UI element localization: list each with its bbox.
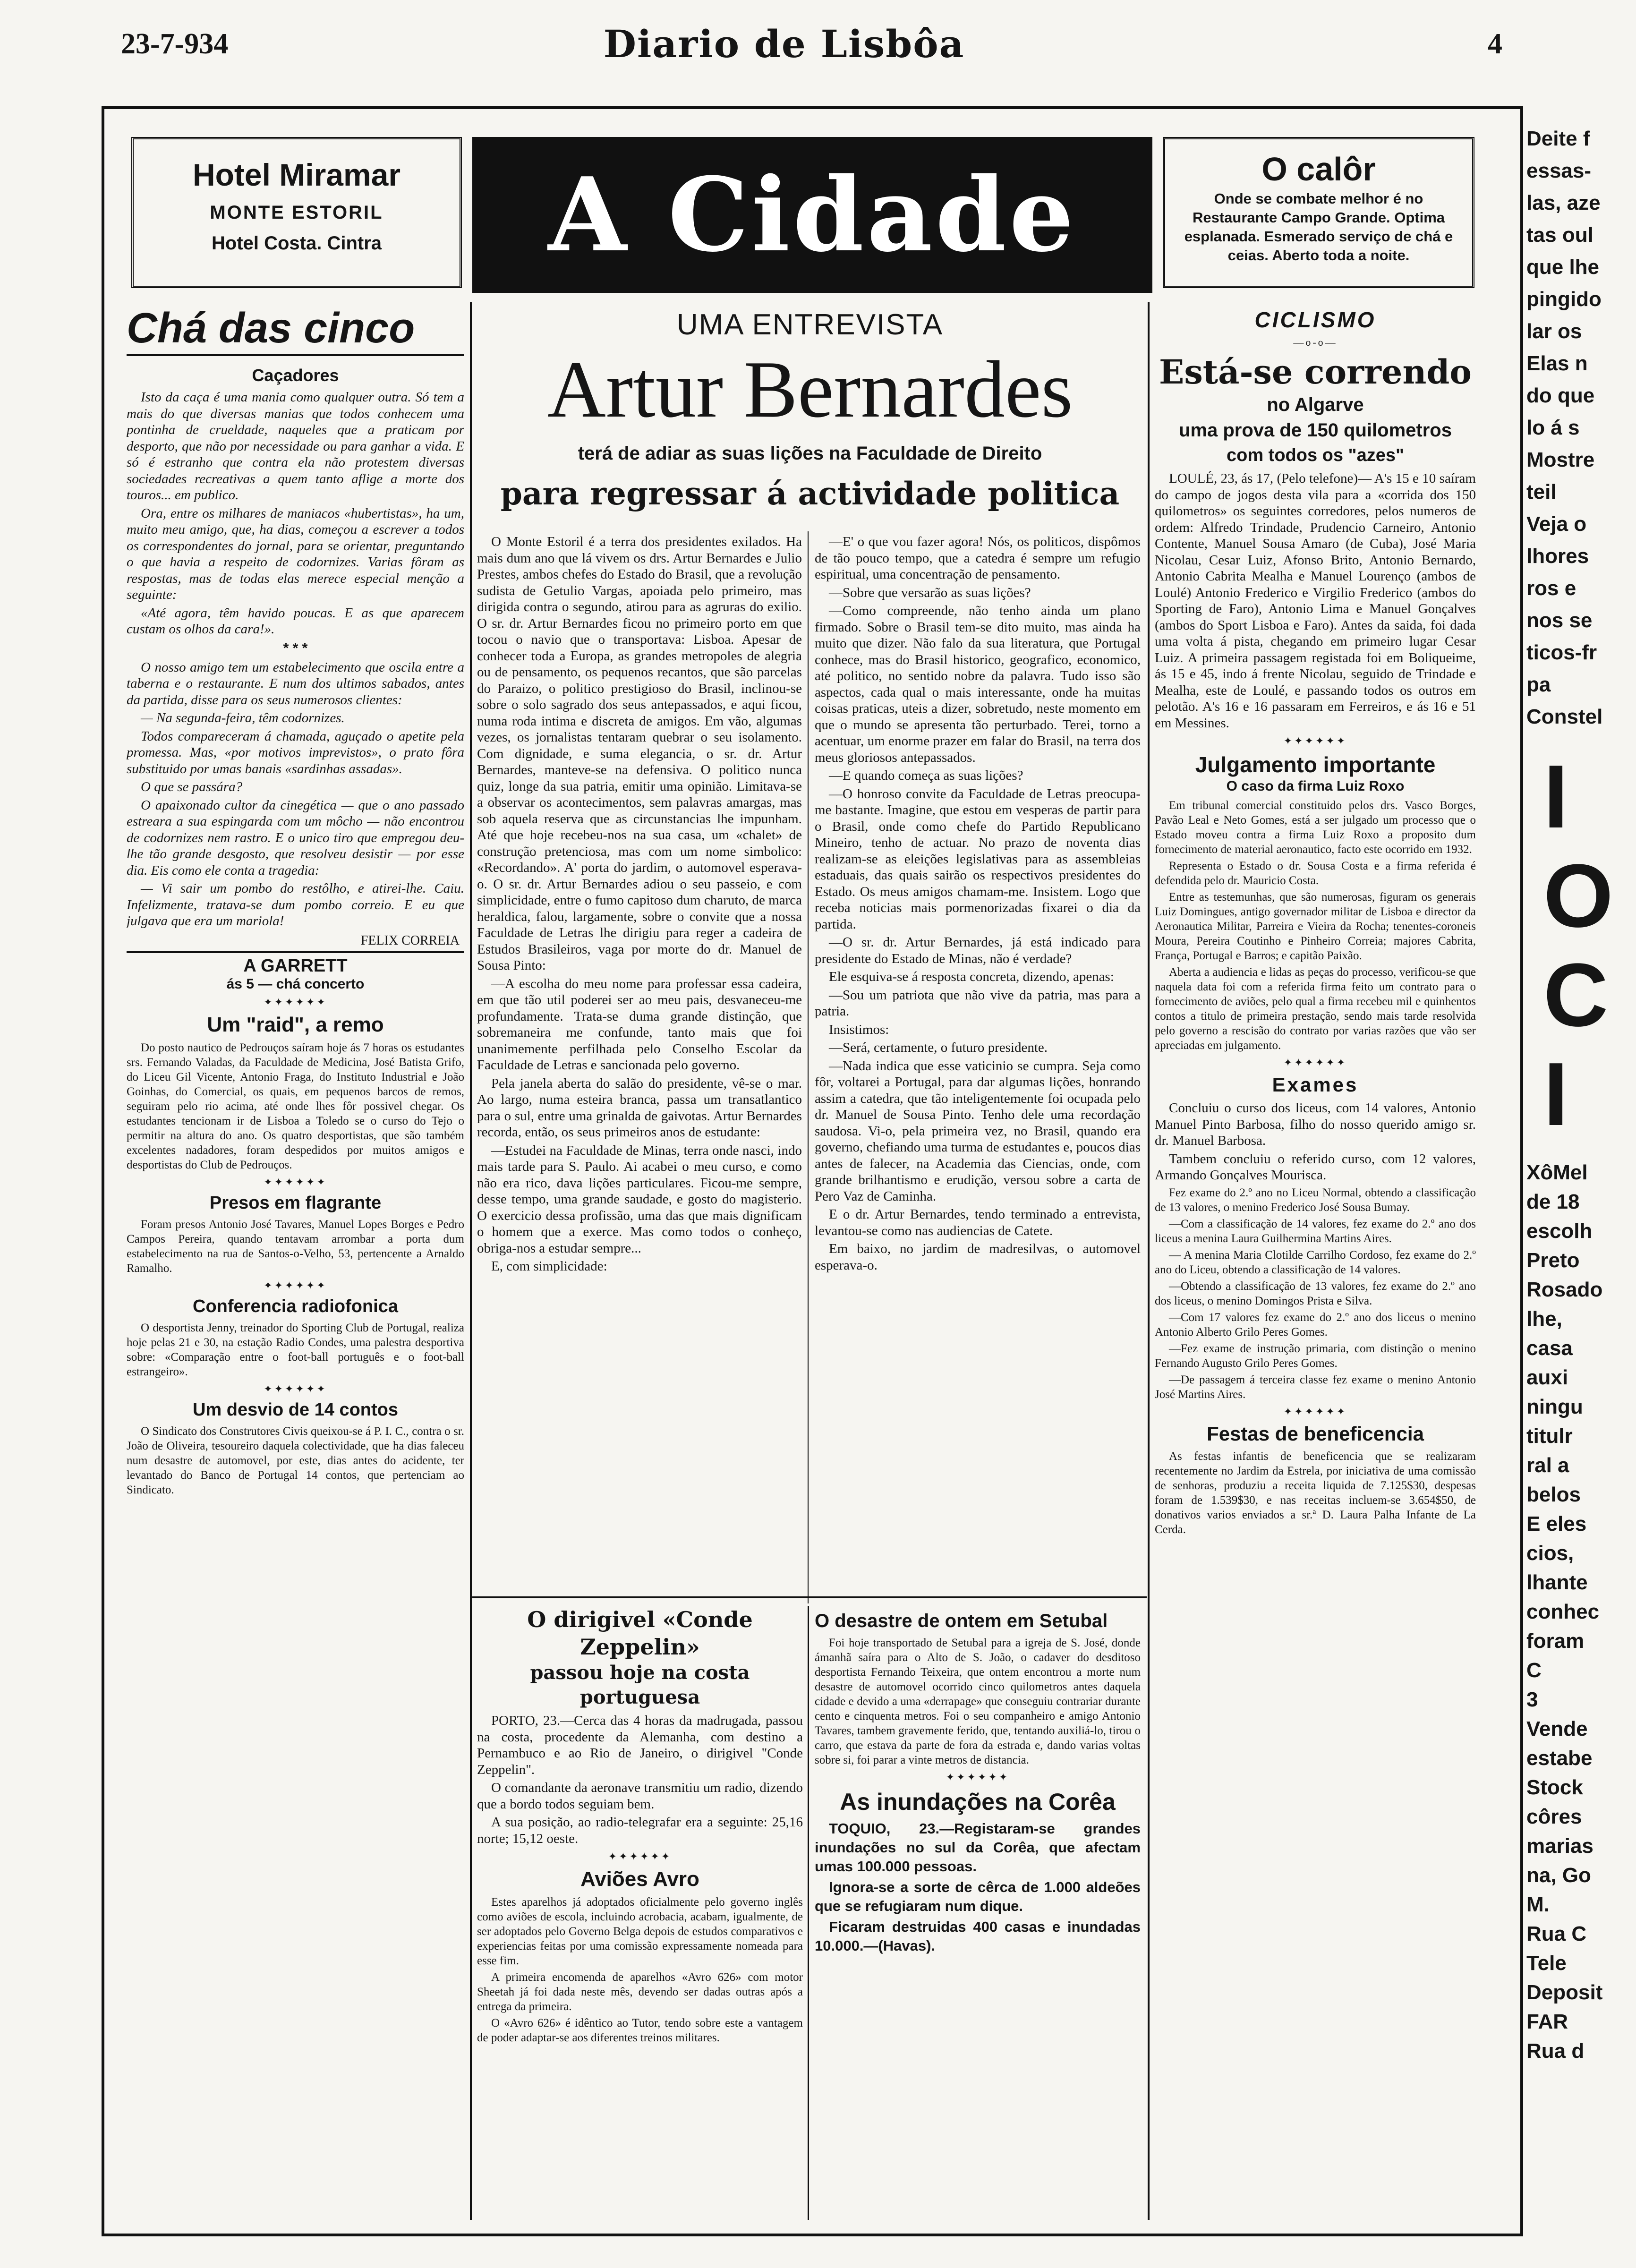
- calor-title: O calôr: [1261, 151, 1376, 188]
- paragraph: —Estudei na Faculdade de Minas, terra onde nasci, indo mais tarde para S. Paulo. Ai acabei o meu curso, e como não era rico, dava lições particulares. Ficou-me sempre, desse tempo, uma grande saudade, e gosto do magisterio. O exercicio dessa profissão, uma das que mais dignificam o homem que a exerce. Mas como todos o conheço, obriga-nos a estudar sempre...: [477, 1143, 802, 1256]
- edge-text-fragment: Rua d: [1526, 2039, 1585, 2063]
- paragraph: Pela janela aberta do salão do presidente, vê-se o mar. Ao largo, numa esteira branca, passa um transatlantico para o sul, entre uma grinalda de gaivotas. Artur Bernardes recorda, então, os seus primeiros anos de estudante:: [477, 1075, 802, 1140]
- paragraph: TOQUIO, 23.—Registaram-se grandes inundações no sul da Corêa, que afectam umas 100.000 pessoas.: [815, 1820, 1141, 1875]
- presos-text: Foram presos Antonio José Tavares, Manuel Lopes Borges e Pedro Campos Pereira, quando tentavam arrombar a porta dum estabelecimento na rua de Santos-o-Velho, 53, pertencente a Arnaldo Ramalho.: [127, 1218, 464, 1275]
- edge-text-fragment: nos se: [1526, 609, 1593, 632]
- edge-text-fragment: marias: [1526, 1834, 1593, 1858]
- garrett-title: A GARRETT: [243, 955, 348, 976]
- paragraph: O «Avro 626» é idêntico ao Tutor, tendo sobre este a vantagem de poder adaptar-se aos diferentes treinos militares.: [477, 2017, 803, 2044]
- edge-text-fragment: lo á s: [1526, 416, 1580, 439]
- cycling-deck2: com todos os "azes": [1226, 445, 1404, 465]
- paragraph: O apaixonado cultor da cinegética — que o ano passado estreara a sua espingarda com um môcho — não encontrou de codornizes nem rastro. E o unico tiro que empregou deu-lhe tão grande desgosto, que resolveu desistir — por esse dia. Eis como ele conta a tragedia:: [127, 797, 464, 878]
- paragraph: Concluiu o curso dos liceus, com 14 valores, Antonio Manuel Pinto Barbosa, filho do nosso querido amigo sr. dr. Manuel Barbosa.: [1155, 1100, 1476, 1148]
- paragraph: O comandante da aeronave transmitiu um radio, dizendo que a bordo todos seguiam bem.: [477, 1780, 803, 1812]
- paragraph: —E' o que vou fazer agora! Nós, os politicos, dispômos de tão pouco tempo, que a catedra é sempre um refugio espiritual, uma concentração de pensamento.: [815, 534, 1141, 582]
- edge-text-fragment: C: [1543, 945, 1609, 1045]
- paragraph: PORTO, 23.—Cerca das 4 horas da madrugada, passou na costa, procedente da Alemanha, com destino a Pernambuco e ao Rio de Janeiro, o dirigivel "Conde Zeppelin".: [477, 1713, 803, 1777]
- edge-text-fragment: do que: [1526, 384, 1595, 407]
- cycling-deck: uma prova de 150 quilometros: [1179, 420, 1452, 441]
- raid-title: Um "raid", a remo: [207, 1013, 384, 1036]
- separator: ✦✦✦✦✦✦: [1283, 1057, 1347, 1068]
- edge-text-fragment: de 18: [1526, 1190, 1580, 1213]
- exames-title: Exames: [1272, 1074, 1359, 1096]
- garrett-subtitle: ás 5 — chá concerto: [226, 976, 365, 992]
- cycling-rubric: CICLISMO: [1254, 307, 1376, 332]
- presos-title: Presos em flagrante: [209, 1193, 382, 1213]
- separator: ✦✦✦✦✦✦: [1283, 1405, 1347, 1417]
- edge-text-fragment: côres: [1526, 1805, 1582, 1828]
- masthead: Diario de Lisbôa: [603, 22, 965, 66]
- paragraph: —De passagem á terceira classe fez exame o menino Antonio José Martins Aires.: [1155, 1373, 1476, 1401]
- section-title: Caçadores: [252, 366, 339, 385]
- edge-text-fragment: ros e: [1526, 577, 1576, 600]
- edge-text-fragment: FAR: [1526, 2010, 1568, 2033]
- right-column: [1155, 307, 1476, 2215]
- interview-deck2: para regressar á actividade politica: [500, 475, 1120, 512]
- separator: ✦✦✦✦✦✦: [264, 1176, 327, 1188]
- zeppelin-title: O dirigivel «Conde Zeppelin»: [527, 1607, 753, 1660]
- setubal-text: Foi hoje transportado de Setubal para a igreja de S. José, donde ámanhã saíra para o Alto de S. João, o cadaver do desditoso desportista Fernando Teixeira, que ontem encontrou a morte num desastre de automovel ocorrido cinco quilometros antes daquela cidade e devido a uma «derrapage» que conseguiu contrariar durante cento e cinquenta metros. Foi o seu companheiro e amigo Antonio Tavares, tambem gravemente ferido, que, tentando auxiliá-lo, tirou o carro, que estava da parte de fora da estrada e, dando varias voltas sobre si, foi parar a vinte metros de distancia.: [815, 1637, 1141, 1766]
- edge-text-fragment: lhante: [1526, 1571, 1588, 1594]
- edge-text-fragment: ningu: [1526, 1395, 1583, 1418]
- edge-text-fragment: foram: [1526, 1629, 1585, 1653]
- separator: —o-o—: [1293, 336, 1338, 348]
- edge-text-fragment: ral a: [1526, 1454, 1569, 1477]
- edge-text-fragment: O: [1543, 846, 1613, 946]
- edge-text-fragment: Rua C: [1526, 1922, 1587, 1945]
- edge-text-fragment: cios,: [1526, 1542, 1574, 1565]
- paragraph: —Será, certamente, o futuro presidente.: [829, 1040, 1048, 1055]
- edge-text-fragment: Deposit: [1526, 1981, 1603, 2004]
- edge-text-fragment: Stock: [1526, 1776, 1583, 1799]
- cycling-headline2: no Algarve: [1267, 394, 1364, 415]
- paragraph: Em baixo, no jardim de madresilvas, o automovel esperava-o.: [815, 1241, 1141, 1273]
- edge-text-fragment: M.: [1526, 1893, 1550, 1916]
- paragraph: —O sr. dr. Artur Bernardes, já está indicado para presidente do Estado de Minas, não é verdade?: [815, 935, 1141, 966]
- calor-text: Onde se combate melhor é no Restaurante Campo Grande. Optima esplanada. Esmerado serviço de chá e ceias. Aberto toda a noite.: [1184, 190, 1453, 264]
- paragraph: Ignora-se a sorte de cêrca de 1.000 aldeões que se refugiaram num dique.: [815, 1879, 1141, 1914]
- separator: ✦✦✦✦✦✦: [1283, 735, 1347, 747]
- paragraph: —A escolha do meu nome para professar essa cadeira, em que tão util poderei ser ao meu pais, desvaneceu-me profundamente. Trata-se duma grande distinção, que sobremaneira me confunde, tanto mais que foi unanimemente perfilhada pelo Conselho Escolar da Faculdade de Letras e sancionada pelo governo.: [477, 976, 802, 1073]
- separator: ✦✦✦✦✦✦: [946, 1771, 1010, 1783]
- interview-column-2: [815, 534, 1141, 1592]
- edge-text-fragment: C: [1526, 1659, 1542, 1682]
- cidade-banner-text: A Cidade: [548, 155, 1077, 274]
- interview-kicker: UMA ENTREVISTA: [676, 308, 944, 341]
- edge-text-fragment: Mostre: [1526, 448, 1595, 471]
- interview-column-1: [477, 534, 802, 1592]
- edge-text-fragment: lhores: [1526, 545, 1589, 568]
- edge-text-fragment: I: [1543, 747, 1568, 847]
- paragraph: —Obtendo a classificação de 13 valores, fez exame do 2.º ano dos liceus, o menino Domingos Prista e Silva.: [1155, 1279, 1476, 1307]
- paragraph: —Sobre que versarão as suas lições?: [829, 585, 1031, 600]
- hotel-place: MONTE ESTORIL: [210, 202, 383, 223]
- edge-text-fragment: belos: [1526, 1483, 1581, 1506]
- stars: * * *: [283, 640, 308, 656]
- cidade-banner: [472, 137, 1152, 293]
- paragraph: A sua posição, ao radio-telegrafar era a seguinte: 25,16 norte; 15,12 oeste.: [477, 1815, 803, 1846]
- separator: ✦✦✦✦✦✦: [264, 1382, 327, 1395]
- edge-text-fragment: Veja o: [1526, 512, 1587, 536]
- rule-center-mid: [472, 1596, 1147, 1598]
- edge-text-fragment: teil: [1526, 480, 1557, 503]
- avro-title: Aviões Avro: [580, 1867, 699, 1891]
- paragraph: Ficaram destruidas 400 casas e inundadas 10.000.—(Havas).: [815, 1918, 1141, 1954]
- julgamento-title: Julgamento importante: [1195, 752, 1436, 777]
- julgamento-subtitle: O caso da firma Luiz Roxo: [1226, 778, 1405, 794]
- edge-text-fragment: titulr: [1526, 1424, 1573, 1448]
- calor-ad: [1163, 137, 1474, 288]
- edge-text-fragment: que lhe: [1526, 256, 1600, 279]
- interview-headline: Artur Bernardes: [547, 345, 1073, 435]
- paragraph: — Vi sair um pombo do restôlho, e atirei-lhe. Caiu. Infelizmente, tratava-se dum pombo correio. E eu que julgava que era um mariola!: [127, 881, 464, 929]
- edge-big-letters: [1525, 747, 1636, 1144]
- adjacent-page-edge: [1525, 123, 1636, 2229]
- paragraph: Entre as testemunhas, que são numerosas, figuram os generais Luiz Domingues, antigo governador militar de Lisboa e director da Aeronautica Militar, Parreira e Vieira da Rocha; tenentes-coroneis Moura, Pereira Coutinho e Pinheiro Correia; majores Cabrita, França, Portugal e Barros; e capitão Paixão.: [1155, 891, 1476, 962]
- edge-text-fragment: tas oul: [1526, 223, 1593, 247]
- page-number: 4: [1488, 28, 1502, 60]
- edge-text-fragment: ticos-fr: [1526, 641, 1597, 664]
- desvio-text: O Sindicato dos Construtores Civis queixou-se á P. I. C., contra o sr. João de Oliveira, tesoureiro daquela colectividade, que ha dias faleceu num desastre de automovel, por este, dias antes do acidente, ter levantado do Banco de Portugal 14 contos, que pertenciam ao Sindicato.: [127, 1424, 464, 1496]
- conferencia-text: O desportista Jenny, treinador do Sporting Club de Portugal, realiza hoje pelas 21 e 30, na estação Radio Condes, uma palestra desportiva sobre: «Comparação entre o foot-ball português e o foot-ball estrangeiro».: [127, 1321, 464, 1378]
- edge-text-fragment: 3: [1526, 1688, 1538, 1711]
- edge-text-fragment: lar os: [1526, 320, 1582, 343]
- paragraph: E, com simplicidade:: [491, 1259, 607, 1274]
- edge-text-fragment: I: [1543, 1044, 1568, 1144]
- paragraph: —Com 17 valores fez exame do 2.º ano dos liceus o menino Antonio Alberto Grilo Peres Gomes.: [1155, 1311, 1476, 1339]
- column-title: Chá das cinco: [127, 302, 464, 356]
- hotel-name: Hotel Miramar: [192, 157, 401, 192]
- edge-text-fragment: Constel: [1526, 705, 1603, 728]
- garrett-ad: [127, 951, 464, 992]
- paragraph: — A menina Maria Clotilde Carrilho Cordoso, fez exame do 2.º ano do Liceu, obtendo a classificação de 14 valores.: [1155, 1248, 1476, 1276]
- paragraph: Aberta a audiencia e lidas as peças do processo, verificou-se que naquela data foi com a referida firma feito um contrato para o fornecimento de aviões, pelo qual a firma recebeu mil e quinhentos contos a titulo de primeira prestação, sendo mais tarde resolvida pelo governo a rescisão do contrato por varias razões que vão ser apreciadas em julgamento.: [1155, 966, 1476, 1052]
- setubal-title: O desastre de ontem em Setubal: [815, 1611, 1108, 1631]
- separator: ✦✦✦✦✦✦: [264, 996, 327, 1008]
- paragraph: —Sou um patriota que não vive da patria, mas para a patria.: [815, 987, 1141, 1019]
- conferencia-title: Conferencia radiofonica: [193, 1296, 398, 1316]
- raid-text: Do posto nautico de Pedrouços saíram hoje ás 7 horas os estudantes srs. Fernando Valadas, da Faculdade de Medicina, José Batista Grifo, do Liceu Gil Vicente, Antonio Fraga, do Instituto Industrial e João Goinhas, do Comercial, os quais, em pequenos barcos de remos, seguiram pelo rio acima, até onde lhes fôr possivel chegar. Os estudantes tencionam ir de Lisboa a Toledo se o curso do Tejo o permitir na altura do ano. Os quatro desportistas, que são também excelentes nadadores, foram despedidos por muitos amigos e desportistas do Club de Pedrouços.: [127, 1041, 464, 1171]
- page-date: 23-7-934: [121, 28, 229, 60]
- zeppelin-subtitle: passou hoje na costa portuguesa: [530, 1662, 750, 1708]
- edge-text-fragment: escolh: [1526, 1219, 1593, 1243]
- edge-text-fragment: las, aze: [1526, 191, 1601, 214]
- edge-text-fragment: Elas n: [1526, 352, 1588, 375]
- edge-text-fragment: Vende: [1526, 1717, 1588, 1740]
- paragraph: —Com a classificação de 14 valores, fez exame do 2.º ano dos liceus a menina Laura Guilhermina Martins Aires.: [1155, 1217, 1476, 1245]
- cycling-text: LOULÉ, 23, ás 17, (Pelo telefone)— A's 15 e 10 saíram do campo de jogos desta vila para a «corrida dos 150 quilometros» os seguintes corredores, pelos numeros de ordem: Alfredo Trindade, Prudencio Carneiro, Antonio Contente, Manuel Sousa Amaro (de Cuba), José Maria Nicolau, Cesar Luiz, Afonso Brito, Antonio Bernardo, Antonio Cabrita Mealha e Manuel Lourenço (ambos de Loulé) Antonio Frederico e Virgilio Frederico (ambos do Sporting de Faro), Antonio Lima e Manuel Gonçalves (ambos do Sport Lisboa e Faro). Antes da saida, foi dada uma volta á pista, chegando em primeiro lugar Cesar Luiz. A primeira passagem registada foi em Boliqueime, ás 15 e 45, indo á frente Nicolau, seguido de Trindade e Mealha, este de Loulé, e passando todos os outros em pelotão. A's 16 e 16 passaram em Ferreiros, e ás 16 e 51 em Messines.: [1155, 471, 1476, 731]
- paragraph: A primeira encomenda de aparelhos «Avro 626» com motor Sheetah já foi dada neste mês, devendo ser dadas outras após a entrega da primeira.: [477, 1971, 803, 2013]
- edge-text-fragment: E eles: [1526, 1512, 1587, 1535]
- paragraph: —Nada indica que esse vaticinio se cumpra. Seja como fôr, voltarei a Portugal, para dar algumas lições, honrando assim a catedra, que tão inteligentemente foi ocupada pelo dr. Manuel de Sousa Pinto. Tenho dele uma recordação saudosa. Vi-o, pela primeira vez, no Brasil, quando era governo, chefiando uma turma de estudantes e, poucos dias antes de falecer, na Academia das Ciencias, onde, com grande brilhantismo e erudição, versou sobre a carta de Pero Vaz de Caminha.: [815, 1058, 1141, 1204]
- paragraph: —Fez exame de instrução primaria, com distinção o menino Fernando Augusto Grilo Peres Gomes.: [1155, 1342, 1476, 1370]
- edge-text-fragment: lhe,: [1526, 1307, 1562, 1330]
- zeppelin-article: [477, 1606, 803, 2215]
- paragraph: Isto da caça é uma mania como qualquer outra. Só tem a mais do que diversas manias que todos conhecem uma pontinha de crueldade, naqueles que a praticam por desporto, que não por necessidade ou para ganhar a vida. E só é estranho que contra ela não protestem diversas sociedades recreativas a quem tanto aflige a morte dos touros... em publico.: [127, 390, 464, 503]
- paragraph: —Como compreende, não tenho ainda um plano firmado. Sobre o Brasil tem-se dito muito, mas ainda ha muito que dizer. Não falo da sua literatura, que Portugal conhece, mas do Brasil historico, geografico, economico, até politico, no sentido nobre da palavra. Tudo isso são aspectos, cada qual o mais interessante, onde ha muitas coisas praticas, uteis a dizer, sobretudo, neste momento em que o mundo se apresenta tão perturbado. Terei, torno a acentuar, um enorme prazer em falar do Brasil, na terra dos meus gloriosos antepassados.: [815, 603, 1141, 765]
- edge-text-fragment: Deite f: [1526, 127, 1590, 150]
- paragraph: Ora, entre os milhares de maniacos «hubertistas», ha um, muito meu amigo, que, ha dias, começou a escrever a todos os correspondentes do jornal, para se orientar, preguntando o que havia a respeito de codornizes. Varias fôram as respostas, mas de todas elas merece especial menção a seguinte:: [127, 505, 464, 602]
- paragraph: — Na segunda-feira, têm codornizes.: [141, 710, 345, 725]
- rule-left: [470, 302, 472, 2220]
- paragraph: Em tribunal comercial constituido pelos drs. Vasco Borges, Pavão Leal e Neto Gomes, está a ser julgado um processo que o Estado moveu contra a firma Luiz Roxo a proposito dum fornecimento de material aeronautico, facto este ocorrido em 1932.: [1155, 799, 1476, 856]
- separator: ✦✦✦✦✦✦: [264, 1279, 327, 1291]
- paragraph: Ele esquiva-se á resposta concreta, dizendo, apenas:: [829, 969, 1114, 984]
- interview-deck: terá de adiar as suas lições na Faculdade de Direito: [578, 443, 1042, 464]
- rule-center: [808, 531, 809, 1603]
- edge-text-fragment: na, Go: [1526, 1864, 1591, 1887]
- edge-text-fragment: casa: [1526, 1337, 1573, 1360]
- paragraph: Todos compareceram á chamada, aguçado o apetite pela promessa. Mas, «por motivos imprevistos», o prato fôra substituido por umas banais «sardinhas assadas».: [127, 728, 464, 776]
- desvio-title: Um desvio de 14 contos: [192, 1399, 398, 1420]
- hotel-ad: [131, 137, 462, 288]
- rule-right: [1148, 302, 1150, 2220]
- signature: FELIX CORREIA: [360, 933, 460, 948]
- paragraph: Tambem concluiu o referido curso, com 12 valores, Armando Gonçalves Mourisca.: [1155, 1151, 1476, 1183]
- festas-title: Festas de beneficencia: [1207, 1422, 1424, 1445]
- setubal-article: [815, 1606, 1141, 2215]
- edge-text-fragment: pingido: [1526, 288, 1602, 311]
- paragraph: O que se passára?: [141, 779, 243, 794]
- cycling-headline: Está-se correndo: [1159, 352, 1472, 392]
- edge-text-block: [1525, 1158, 1636, 2066]
- hotel-owner: Hotel Costa. Cintra: [211, 233, 382, 254]
- paragraph: —E quando começa as suas lições?: [829, 768, 1023, 783]
- edge-text-fragment: Preto: [1526, 1249, 1580, 1272]
- edge-text-fragment: Rosado: [1526, 1278, 1603, 1301]
- paragraph: O nosso amigo tem um estabelecimento que oscila entre a taberna e o restaurante. E num dos ultimos sabados, antes da partida, disse para os seus numerosos clientes:: [127, 659, 464, 708]
- edge-text-block: [1525, 123, 1636, 733]
- edge-text-fragment: essas-: [1526, 159, 1592, 182]
- paragraph: Insistimos:: [829, 1022, 889, 1037]
- paragraph: Fez exame do 2.º ano no Liceu Normal, obtendo a classificação de 13 valores, o menino Frederico José Sousa Bumay.: [1155, 1186, 1476, 1214]
- paragraph: «Até agora, têm havido poucas. E as que aparecem custam os olhos da cara!».: [127, 605, 464, 637]
- paragraph: O Monte Estoril é a terra dos presidentes exilados. Ha mais dum ano que lá vivem os drs. Artur Bernardes e Julio Prestes, ambos chefes do Estado do Brasil, que a revolução sudista de Getulio Vargas, apoiada pelo primeiro, mas dirigida contra o segundo, atirou para as agruras do exilio. O sr. dr. Artur Bernardes ficou no primeiro porto em que tocou o navio que o transportava: Lisboa. Apesar de conhecer toda a Europa, as grandes metropoles de alegria ou de pensamento, os pequenos recantos, que são parcelas do Paraizo, o politico prestigioso do Brasil, inclinou-se sobre o solo sagrado dos seus antepassados, e aqui ficou, numa roda intima e discreta de amigos. Em vão, algumas vezes, os jornalistas tentaram quebrar o seu isolamento. Com dignidade, e suma elegancia, o sr. dr. Artur Bernardes, manteve-se na defensiva. O politico nunca quiz, longe da sua patria, emitir uma opinião. Limitava-se a observar os acontecimentos, sem palavras amargas, mas sob aquela reserva que as circunstancias lhe impunham. Até que hoje recebeu-nos na sua casa, um «chalet» de construção pretenciosa, mas com um nome simbolico: «Recordando». A' porta do jardim, o automovel esperava-o. O sr. dr. Artur Bernardes adiou o seu passeio, e com simplicidade, entre o fumo capitoso dum charuto, de marca heraldica, falou, largamente, sobre o convite que a nossa Faculdade de Letras lhe dirigiu para reger a cadeira de Estudos Brasileiros, vaga por morte do dr. Manuel de Sousa Pinto:: [477, 534, 802, 973]
- paragraph: Estes aparelhos já adoptados oficialmente pelo governo inglês como aviões de escola, incluindo acrobacia, acabam, igualmente, de ser adoptados pelo Governo Belga depois de estudos comparativos e experiencias feitas por uma comissão expressamente nomeada para esse fim.: [477, 1896, 803, 1967]
- edge-text-fragment: XôMel: [1526, 1161, 1588, 1184]
- left-column: [127, 302, 464, 2215]
- paragraph: E o dr. Artur Bernardes, tendo terminado a entrevista, levantou-se como nas audiencias de Catete.: [815, 1207, 1141, 1238]
- paragraph: —O honroso convite da Faculdade de Letras preocupa-me bastante. Imagine, que estou em vesperas de partir para o Brasil, onde como chefe do Partido Republicano Mineiro, tenho de actuar. No prazo de noventa dias realizam-se as eleições legislativas para as assembleias estaduais, das quais sairão os respectivos presidentes do Estado. Os meus amigos chamam-me. Insistem. Logo que receba noticias mais pormenorizadas fixarei o dia da partida.: [815, 786, 1141, 932]
- edge-text-fragment: auxi: [1526, 1366, 1568, 1389]
- edge-text-fragment: conhec: [1526, 1600, 1600, 1623]
- edge-text-fragment: pa: [1526, 673, 1551, 696]
- festas-text: As festas infantis de beneficencia que se realizaram recentemente no Jardim da Estrela, por iniciativa de uma comissão de senhoras, produziu a receita liquida de 7.125$30, despesas foram de 1.539$30, e nas receitas incluem-se 3.654$50, de donativos varios enviados a sr.ª D. Laura Palha Infante de La Cerda.: [1155, 1449, 1476, 1536]
- edge-text-fragment: Tele: [1526, 1952, 1567, 1975]
- rule-center-bottom: [808, 1606, 809, 2220]
- paragraph: Representa o Estado o dr. Sousa Costa e a firma referida é defendida pelo dr. Mauricio Costa.: [1155, 860, 1476, 887]
- corea-title: As inundações na Corêa: [840, 1789, 1116, 1815]
- edge-text-fragment: estabe: [1526, 1747, 1593, 1770]
- separator: ✦✦✦✦✦✦: [608, 1850, 672, 1862]
